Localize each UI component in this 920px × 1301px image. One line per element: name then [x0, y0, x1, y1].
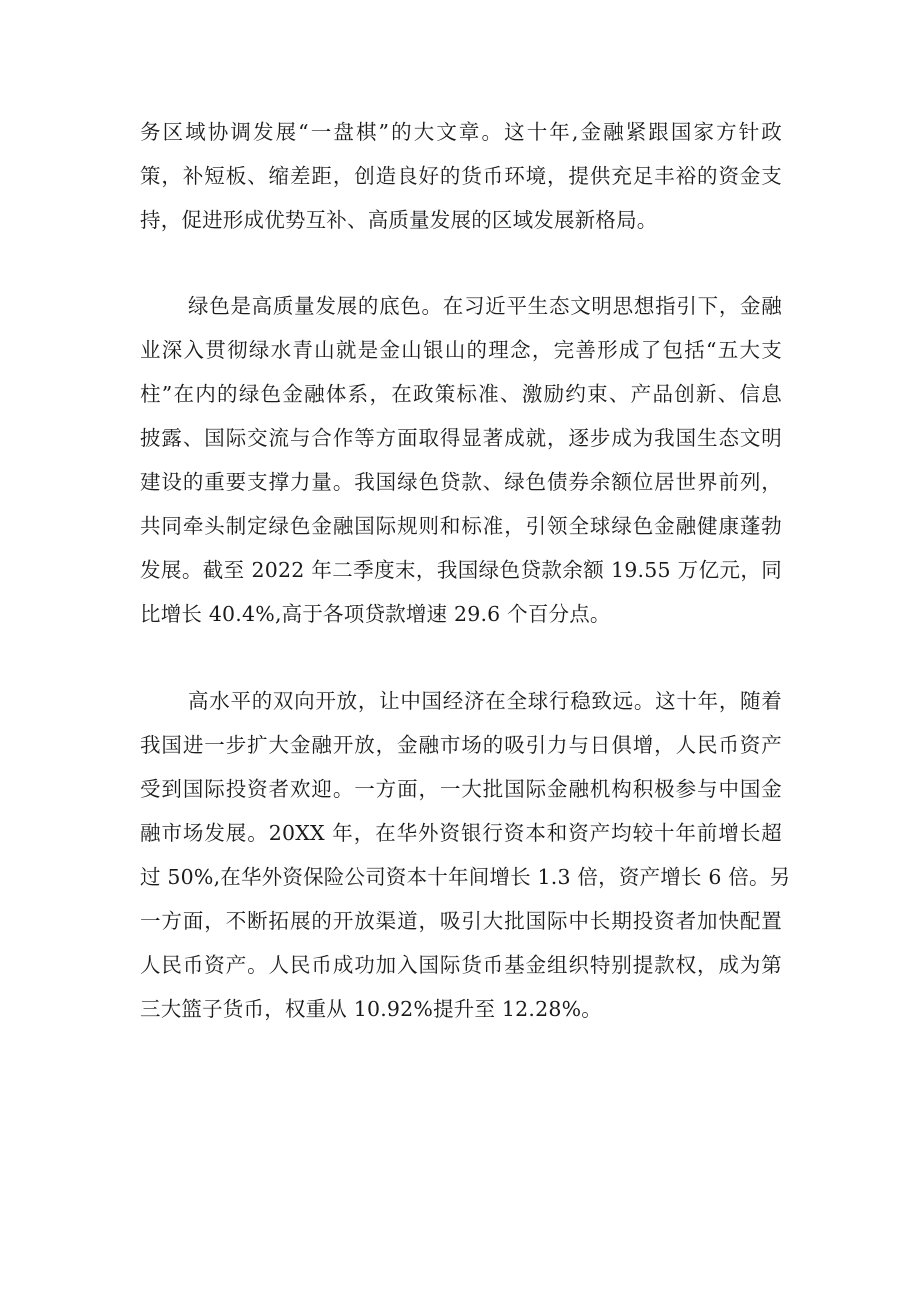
paragraph-2-line-5: 建设的重要支撑力量。我国绿色贷款、绿色债券余额位居世界前列，: [140, 470, 782, 494]
paragraph-1-line-3: 持，促进形成优势互补、高质量发展的区域发展新格局。: [140, 208, 658, 232]
paragraph-2-line-6: 共同牵头制定绿色金融国际规则和标准，引领全球绿色金融健康蓬勃: [140, 514, 782, 538]
paragraph-1-line-2: 策，补短板、缩差距，创造良好的货币环境，提供充足丰裕的资金支: [140, 164, 782, 188]
paragraph-2-line-1: 绿色是高质量发展的底色。在习近平生态文明思想指引下，金融: [188, 294, 782, 318]
paragraph-3-line-7: 人民币资产。人民币成功加入国际货币基金组织特别提款权，成为第: [140, 953, 782, 977]
paragraph-2-line-3: 柱”在内的绿色金融体系，在政策标准、激励约束、产品创新、信息: [140, 382, 782, 406]
paragraph-2-line-2: 业深入贯彻绿水青山就是金山银山的理念，完善形成了包括“五大支: [140, 338, 782, 362]
paragraph-3-line-4: 融市场发展。20XX 年，在华外资银行资本和资产均较十年前增长超: [140, 821, 782, 845]
paragraph-3-line-8: 三大篮子货币，权重从 10.92%提升至 12.28%。: [140, 997, 602, 1021]
paragraph-2-line-8: 比增长 40.4%,高于各项贷款增速 29.6 个百分点。: [140, 602, 611, 626]
paragraph-3-line-1: 高水平的双向开放，让中国经济在全球行稳致远。这十年，随着: [188, 689, 782, 713]
paragraph-2-line-4: 披露、国际交流与合作等方面取得显著成就，逐步成为我国生态文明: [140, 426, 782, 450]
paragraph-3-line-5: 过 50%,在华外资保险公司资本十年间增长 1.3 倍，资产增长 6 倍。另: [140, 865, 791, 889]
paragraph-3-line-3: 受到国际投资者欢迎。一方面，一大批国际金融机构积极参与中国金: [140, 777, 782, 801]
paragraph-3-line-6: 一方面，不断拓展的开放渠道，吸引大批国际中长期投资者加快配置: [140, 909, 782, 933]
paragraph-2-line-7: 发展。截至 2022 年二季度末，我国绿色贷款余额 19.55 万亿元，同: [140, 558, 782, 582]
paragraph-3-line-2: 我国进一步扩大金融开放，金融市场的吸引力与日俱增，人民币资产: [140, 733, 782, 757]
paragraph-1-line-1: 务区域协调发展“一盘棋”的大文章。这十年,金融紧跟国家方针政: [140, 120, 782, 144]
